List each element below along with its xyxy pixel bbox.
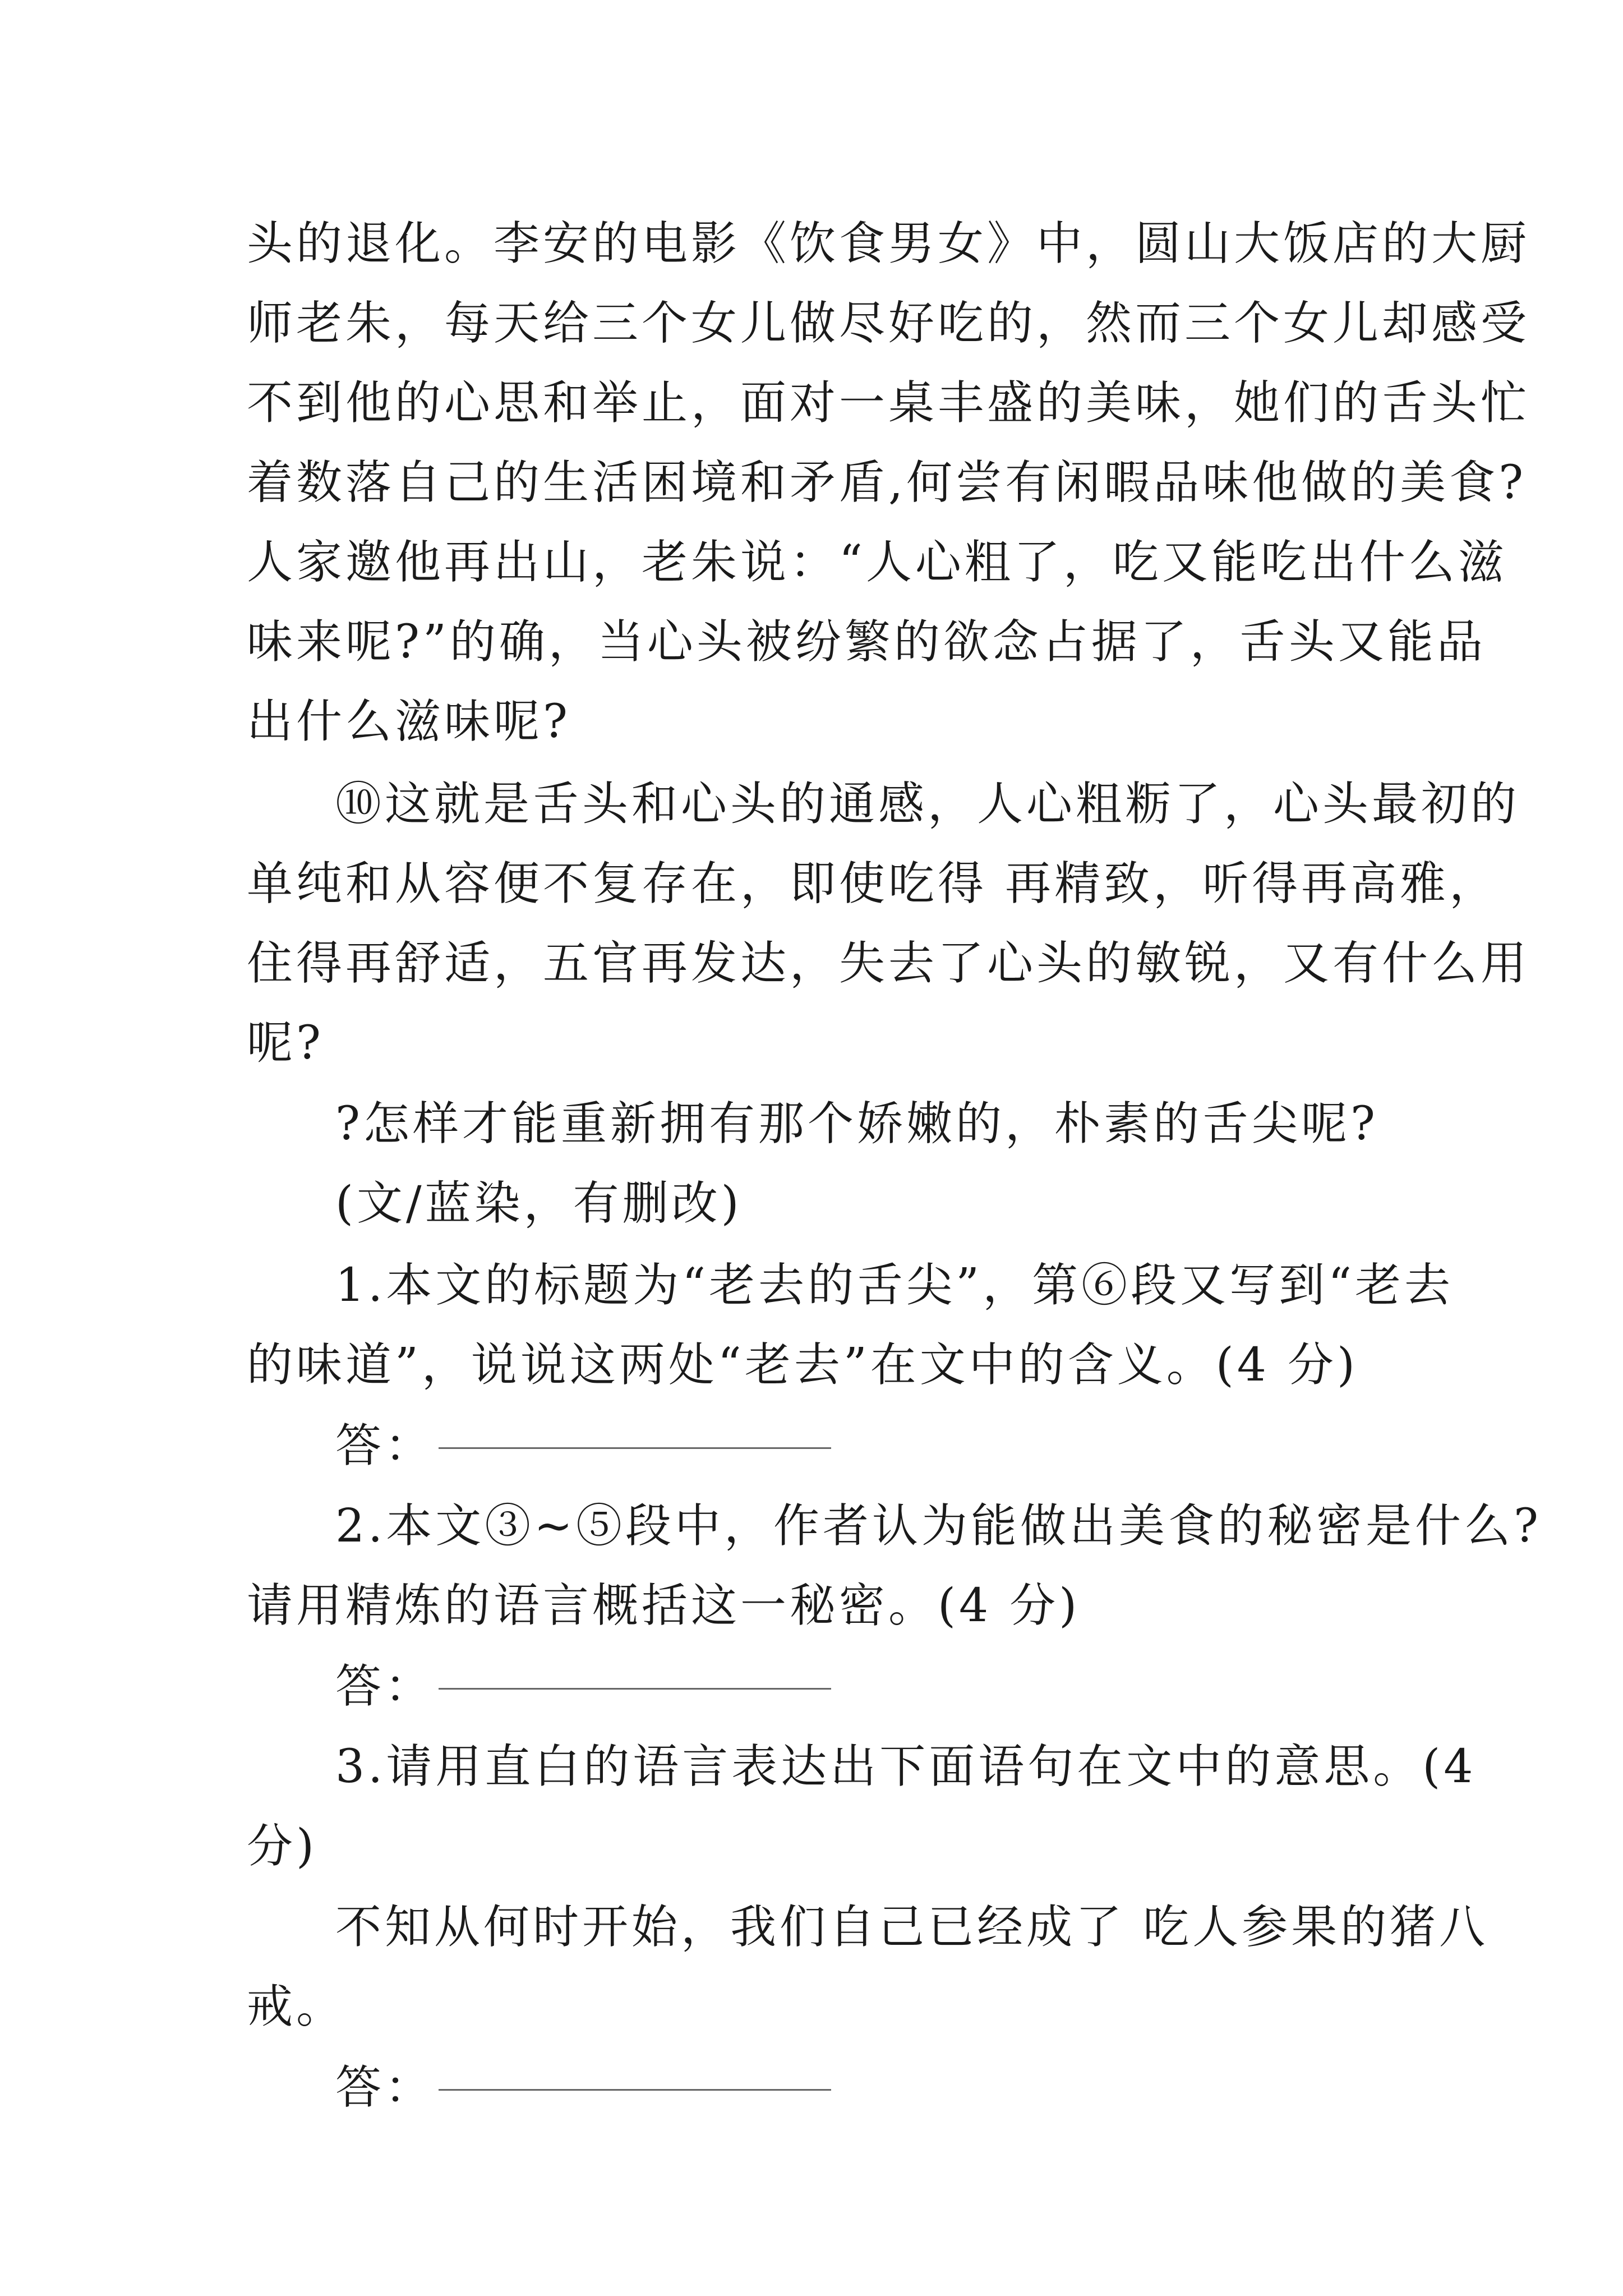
answer-blank-2[interactable] bbox=[439, 1686, 831, 1690]
question-1-line: 的味道”，说说这两处“老去”在文中的含义。(4 分) bbox=[247, 1338, 1358, 1392]
paragraph-line: 着数落自己的生活困境和矛盾,何尝有闲暇品味他做的美食? bbox=[247, 456, 1527, 509]
answer-label: 答： bbox=[335, 1660, 435, 1713]
answer-label: 答： bbox=[335, 1419, 435, 1473]
paragraph-line: 头的退化。李安的电影《饮食男女》中，圆山大饭店的大厨 bbox=[247, 217, 1530, 270]
paragraph-line: 师老朱，每天给三个女儿做尽好吃的，然而三个女儿却感受 bbox=[247, 297, 1530, 350]
answer-row-2 bbox=[335, 1645, 1423, 1729]
question-3-line: 3.请用直白的语言表达出下面语句在文中的意思。(4 bbox=[335, 1740, 1477, 1793]
question-1-line: 1.本文的标题为“老去的舌尖”，第⑥段又写到“老去 bbox=[335, 1259, 1454, 1312]
answer-label: 答： bbox=[335, 2061, 435, 2114]
answer-blank-3[interactable] bbox=[439, 2087, 831, 2091]
source-attribution: (文/蓝染，有删改) bbox=[335, 1177, 743, 1230]
paragraph-line: 住得再舒适，五官再发达，失去了心头的敏锐，又有什么用 bbox=[247, 937, 1530, 990]
question-2-line: 请用精炼的语言概括这一秘密。(4 分) bbox=[247, 1579, 1081, 1632]
question-2-line: 2.本文③~⑤段中，作者认为能做出美食的秘密是什么? bbox=[335, 1499, 1542, 1553]
paragraph-line: 人家邀他再出山，老朱说：“人心粗了，吃又能吃出什么滋 bbox=[247, 536, 1507, 589]
answer-row-3 bbox=[335, 2046, 1423, 2130]
quoted-sentence-line: 不知从何时开始，我们自己已经成了 吃人参果的猪八 bbox=[335, 1901, 1489, 1954]
paragraph-line: 单纯和从容便不复存在，即使吃得 再精致，听得再高雅， bbox=[247, 857, 1499, 910]
paragraph-line: ?怎样才能重新拥有那个娇嫩的，朴素的舌尖呢? bbox=[335, 1097, 1378, 1151]
quoted-sentence-line: 戒。 bbox=[247, 1980, 346, 2033]
question-3-line: 分) bbox=[247, 1820, 317, 1873]
answer-row-1 bbox=[335, 1404, 1423, 1488]
answer-blank-1[interactable] bbox=[439, 1445, 831, 1449]
paragraph-line: 呢? bbox=[247, 1016, 324, 1070]
paragraph-line: ⑩这就是舌头和心头的通感，人心粗粝了，心头最初的 bbox=[335, 777, 1520, 831]
paragraph-line: 味来呢?”的确，当心头被纷繁的欲念占据了，舌头又能品 bbox=[247, 615, 1486, 669]
paragraph-line: 不到他的心思和举止，面对一桌丰盛的美味，她们的舌头忙 bbox=[247, 376, 1530, 430]
paragraph-line: 出什么滋味呢? bbox=[247, 695, 571, 748]
